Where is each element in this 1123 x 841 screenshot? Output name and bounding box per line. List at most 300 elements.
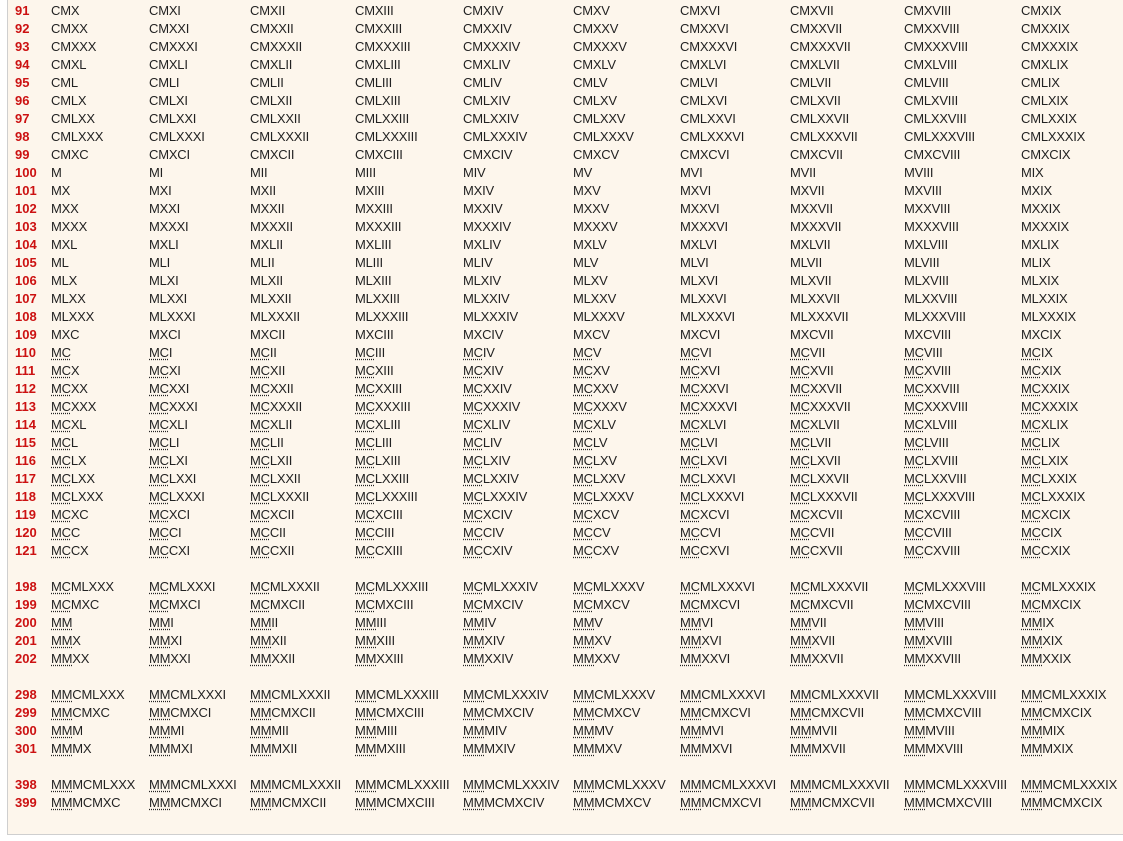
roman-numeral-cell (250, 722, 289, 740)
numeral-rest: XLI (168, 417, 188, 432)
roman-numeral-cell: CMLXXIII (355, 111, 410, 126)
roman-numeral-cell: CMXXXVIII (904, 39, 968, 54)
roman-numeral-cell: MLXX (51, 291, 86, 306)
underlined-prefix: MC (149, 525, 169, 540)
underlined-prefix: MM (790, 723, 812, 738)
underlined-prefix: MC (149, 579, 169, 594)
underlined-prefix: MM (573, 687, 595, 702)
roman-numeral-cell: MLXXV (573, 291, 617, 306)
underlined-prefix: MC (355, 489, 375, 504)
numeral-rest: MII (271, 723, 289, 738)
numeral-rest: XXXVI (699, 399, 738, 414)
roman-numeral-cell (790, 344, 825, 362)
roman-numeral-cell: CMXVII (790, 3, 834, 18)
underlined-prefix: MC (790, 381, 810, 396)
underlined-prefix: MC (573, 507, 593, 522)
row-number: 120 (15, 525, 37, 540)
roman-numeral-cell: MLV (573, 255, 599, 270)
underlined-prefix: MC (573, 363, 593, 378)
numeral-rest: CMXCII (271, 705, 316, 720)
numeral-rest: MCMLXXXVI (701, 777, 777, 792)
numeral-rest: MXCII (269, 597, 305, 612)
numeral-rest: XI (168, 363, 181, 378)
roman-numeral-cell: CMLXX (51, 111, 95, 126)
numeral-rest: LXXIX (1040, 471, 1077, 486)
roman-numeral-cell: MVII (790, 165, 816, 180)
underlined-prefix: MM (149, 723, 171, 738)
roman-numeral-cell: MXCVI (680, 327, 721, 342)
roman-numeral-cell (1021, 686, 1106, 704)
numeral-rest: LXXII (269, 471, 301, 486)
numeral-rest: MXIV (484, 741, 516, 756)
numeral-rest: XVIII (923, 363, 952, 378)
underlined-prefix: MM (149, 705, 171, 720)
roman-numeral-cell (904, 434, 949, 452)
roman-numeral-cell (790, 488, 858, 506)
underlined-prefix: MC (149, 399, 169, 414)
numeral-rest: MCMLXXX (72, 777, 136, 792)
roman-numeral-cell: MLXXVII (790, 291, 840, 306)
numeral-rest: V (594, 615, 603, 630)
roman-numeral-cell (1021, 452, 1068, 470)
underlined-prefix: MM (355, 723, 377, 738)
numeral-rest: X (72, 633, 81, 648)
roman-numeral-cell (1021, 434, 1060, 452)
roman-numeral-cell (790, 632, 835, 650)
underlined-prefix: MC (149, 381, 169, 396)
underlined-prefix: MC (355, 543, 375, 558)
row-number: 113 (15, 399, 36, 414)
roman-numeral-cell: MXXXII (250, 219, 293, 234)
roman-numeral-cell: MLXXX (51, 309, 95, 324)
underlined-prefix: MC (463, 417, 483, 432)
numeral-rest: LIII (374, 435, 393, 450)
underlined-prefix: MC (250, 453, 270, 468)
numeral-rest: LXXXVII (809, 489, 858, 504)
numeral-rest: LXXIV (482, 471, 519, 486)
roman-numeral-cell (904, 722, 955, 740)
roman-numeral-cell (149, 470, 196, 488)
underlined-prefix: MM (680, 795, 702, 810)
roman-numeral-cell: CMLXXXII (250, 129, 310, 144)
numeral-rest: MIII (376, 723, 398, 738)
roman-numeral-cell: CMXI (149, 3, 181, 18)
roman-numeral-cell: MX (51, 183, 71, 198)
underlined-prefix: MC (51, 507, 71, 522)
numeral-rest: XXXVII (809, 399, 851, 414)
roman-numeral-cell: CMLXXVII (790, 111, 850, 126)
numeral-rest: MCMLXXXVII (811, 777, 890, 792)
numeral-rest: LXI (168, 453, 188, 468)
row-number: 119 (15, 507, 36, 522)
underlined-prefix: MC (904, 417, 924, 432)
roman-numeral-cell (51, 704, 110, 722)
numeral-rest: MCMXCIV (484, 795, 545, 810)
roman-numeral-cell: M (51, 165, 62, 180)
underlined-prefix: MM (463, 651, 485, 666)
roman-numeral-cell (463, 704, 534, 722)
underlined-prefix: MC (680, 471, 700, 486)
roman-numeral-cell: MLXIX (1021, 273, 1060, 288)
underlined-prefix: MC (51, 417, 71, 432)
underlined-prefix: MC (904, 381, 924, 396)
roman-numeral-cell: CMXIV (463, 3, 504, 18)
roman-numeral-cell (573, 470, 625, 488)
numeral-rest: I (170, 615, 174, 630)
roman-numeral-cell: CMXIII (355, 3, 394, 18)
numeral-rest: MXVIII (925, 741, 964, 756)
roman-numeral-cell (250, 398, 302, 416)
roman-numeral-cell (51, 686, 125, 704)
underlined-prefix: MC (680, 399, 700, 414)
underlined-prefix: MM (573, 633, 595, 648)
roman-numeral-cell: MIX (1021, 165, 1044, 180)
roman-numeral-cell: CMLXXI (149, 111, 197, 126)
roman-numeral-cell (51, 344, 71, 362)
numeral-rest: MCMXCII (271, 795, 327, 810)
row-number: 108 (15, 309, 37, 324)
numeral-rest: LXXXI (168, 489, 205, 504)
row-number: 198 (15, 579, 37, 594)
row-number: 115 (15, 435, 36, 450)
underlined-prefix: MM (355, 741, 377, 756)
roman-numeral-cell (463, 614, 496, 632)
roman-numeral-cell (573, 578, 644, 596)
roman-numeral-cell: CMXII (250, 3, 286, 18)
numeral-rest: MXIX (1042, 741, 1074, 756)
roman-numeral-cell: CMLXXVIII (904, 111, 967, 126)
underlined-prefix: MM (463, 615, 485, 630)
roman-numeral-cell: MV (573, 165, 593, 180)
underlined-prefix: MM (790, 741, 812, 756)
roman-numeral-cell: CMXXXIX (1021, 39, 1079, 54)
underlined-prefix: MC (680, 579, 700, 594)
roman-numeral-cell: MLXXXIV (463, 309, 518, 324)
numeral-rest: XCIX (1040, 507, 1071, 522)
numeral-rest: CXII (269, 543, 295, 558)
roman-numeral-cell: CMLXI (149, 93, 188, 108)
roman-numeral-cell: MXLVIII (904, 237, 948, 252)
row-number: 105 (15, 255, 37, 270)
numeral-rest: XXI (170, 651, 191, 666)
roman-numeral-cell: CMLXXII (250, 111, 301, 126)
numeral-rest: MLXXXIV (482, 579, 538, 594)
underlined-prefix: MM (573, 615, 595, 630)
roman-numeral-cell: MLIV (463, 255, 493, 270)
numeral-rest: X (70, 363, 80, 378)
underlined-prefix: MM (355, 615, 377, 630)
row-number: 99 (15, 147, 30, 162)
roman-numeral-cell: MII (250, 165, 268, 180)
numeral-rest: XLVIII (923, 417, 958, 432)
numeral-rest: LXVIII (923, 453, 959, 468)
roman-numeral-cell (1021, 398, 1078, 416)
numeral-rest: CMXCVIII (925, 705, 982, 720)
numeral-rest: LXII (269, 453, 293, 468)
numeral-rest: CIV (482, 525, 504, 540)
roman-numeral-cell (573, 542, 619, 560)
underlined-prefix: MM (1021, 795, 1043, 810)
roman-numeral-cell (355, 632, 395, 650)
underlined-prefix: MM (573, 741, 595, 756)
roman-numeral-cell: MLXXXI (149, 309, 196, 324)
numeral-rest: CMXCVI (701, 705, 751, 720)
roman-numeral-cell (680, 488, 744, 506)
underlined-prefix: MC (904, 579, 924, 594)
roman-numeral-cell: CML (51, 75, 78, 90)
roman-numeral-cell: CMLXII (250, 93, 293, 108)
roman-numeral-cell (904, 470, 967, 488)
row-number: 91 (15, 3, 30, 18)
numeral-rest: XIV (484, 633, 505, 648)
numeral-rest: XXXIV (482, 399, 521, 414)
roman-numeral-cell (573, 344, 601, 362)
underlined-prefix: MC (790, 435, 810, 450)
roman-numeral-cell (1021, 776, 1117, 794)
row-number: 118 (15, 489, 36, 504)
underlined-prefix: MC (51, 399, 71, 414)
numeral-rest: LXXIII (374, 471, 410, 486)
roman-numeral-cell (904, 596, 971, 614)
roman-numeral-cell (573, 380, 618, 398)
roman-numeral-cell (680, 416, 726, 434)
roman-numeral-cell (355, 794, 435, 812)
underlined-prefix: MM (680, 741, 702, 756)
underlined-prefix: MC (573, 489, 593, 504)
roman-numeral-cell (149, 632, 182, 650)
roman-numeral-cell (355, 398, 410, 416)
numeral-rest: MCMLXXXIV (484, 777, 560, 792)
roman-numeral-cell (149, 578, 215, 596)
roman-numeral-cell (51, 380, 88, 398)
roman-numeral-cell: MLXXXVII (790, 309, 849, 324)
roman-numeral-cell (149, 344, 172, 362)
numeral-rest: CXV (592, 543, 619, 558)
underlined-prefix: MM (149, 687, 171, 702)
roman-numeral-cell: CMXXIV (463, 21, 512, 36)
numeral-rest: CX (70, 543, 89, 558)
underlined-prefix: MC (250, 345, 270, 360)
numeral-rest: CMXCIV (484, 705, 534, 720)
underlined-prefix: MC (463, 579, 483, 594)
roman-numeral-cell: MLXXII (250, 291, 292, 306)
numeral-rest: XVII (811, 633, 836, 648)
roman-numeral-cell (463, 506, 512, 524)
roman-numeral-cell: MXLIV (463, 237, 502, 252)
underlined-prefix: MC (573, 381, 593, 396)
roman-numeral-cell: CMLXXXIII (355, 129, 418, 144)
numeral-rest: LXXVII (809, 471, 850, 486)
roman-numeral-cell (680, 722, 724, 740)
numeral-rest: XVIII (925, 633, 953, 648)
numeral-rest: MCMLXXXIII (376, 777, 450, 792)
underlined-prefix: MM (149, 741, 171, 756)
numeral-rest: VIII (925, 615, 944, 630)
underlined-prefix: MM (250, 777, 272, 792)
row-number: 100 (15, 165, 37, 180)
underlined-prefix: MM (680, 705, 702, 720)
roman-numeral-cell: MLXXVIII (904, 291, 958, 306)
underlined-prefix: MM (463, 795, 485, 810)
underlined-prefix: MC (355, 435, 375, 450)
underlined-prefix: MC (790, 543, 810, 558)
numeral-rest: LXXVI (699, 471, 736, 486)
underlined-prefix: MC (680, 525, 700, 540)
numeral-rest: CI (168, 525, 182, 540)
numeral-rest: XXV (592, 381, 619, 396)
underlined-prefix: MM (790, 651, 812, 666)
underlined-prefix: MC (463, 597, 483, 612)
roman-numeral-cell: MXXXIX (1021, 219, 1069, 234)
roman-numeral-cell: MLVI (680, 255, 709, 270)
roman-numeral-cell (51, 506, 89, 524)
roman-numeral-cell: CMXC (51, 147, 89, 162)
row-number: 94 (15, 57, 30, 72)
underlined-prefix: MC (51, 435, 71, 450)
numeral-rest: CXVIII (923, 543, 961, 558)
roman-numeral-cell (355, 704, 424, 722)
roman-numeral-cell: MXXV (573, 201, 610, 216)
roman-numeral-cell: CMXXXIV (463, 39, 521, 54)
roman-numeral-cell (51, 416, 86, 434)
roman-numeral-cell (904, 452, 958, 470)
roman-numeral-cell (51, 398, 96, 416)
roman-numeral-cell: MXXIX (1021, 201, 1061, 216)
roman-numeral-cell: CMLXV (573, 93, 617, 108)
row-number: 299 (15, 705, 37, 720)
roman-numeral-cell (51, 632, 81, 650)
roman-numeral-cell: CMLXIX (1021, 93, 1069, 108)
numeral-rest: MCMLXXXV (594, 777, 666, 792)
roman-numeral-cell (904, 794, 992, 812)
underlined-prefix: MC (680, 543, 700, 558)
roman-numeral-cell: MLXXXIX (1021, 309, 1076, 324)
numeral-rest: CII (269, 525, 286, 540)
numeral-rest: XIII (376, 633, 395, 648)
numeral-rest: LXXI (168, 471, 197, 486)
roman-numeral-cell: CMLVI (680, 75, 718, 90)
roman-numeral-cell (790, 704, 864, 722)
numeral-rest: MCMXCV (594, 795, 651, 810)
numeral-rest: MLXXXII (269, 579, 320, 594)
roman-numeral-cell: CMXCII (250, 147, 295, 162)
roman-numeral-cell: CMXXXIII (355, 39, 411, 54)
underlined-prefix: MM (355, 687, 377, 702)
underlined-prefix: MM (904, 705, 926, 720)
underlined-prefix: MC (51, 489, 71, 504)
underlined-prefix: MM (790, 795, 812, 810)
roman-numeral-cell: CMXLII (250, 57, 293, 72)
roman-numeral-cell (1021, 614, 1054, 632)
underlined-prefix: MC (904, 597, 924, 612)
roman-numeral-cell: MXXXV (573, 219, 618, 234)
underlined-prefix: MM (463, 687, 485, 702)
numeral-rest: XXII (269, 381, 294, 396)
row-number: 298 (15, 687, 37, 702)
numeral-rest: MXII (271, 741, 298, 756)
numeral-rest: XCIV (482, 507, 513, 522)
underlined-prefix: MM (904, 741, 926, 756)
numeral-rest: XXVIII (925, 651, 961, 666)
roman-numeral-cell: CMLVII (790, 75, 832, 90)
roman-numeral-cell (463, 470, 519, 488)
underlined-prefix: MM (149, 651, 171, 666)
numeral-rest: MXCVI (699, 597, 740, 612)
roman-numeral-cell (463, 416, 510, 434)
roman-numeral-cell (51, 452, 86, 470)
numeral-rest: MIX (1042, 723, 1065, 738)
numeral-rest: CMXCVII (811, 705, 865, 720)
roman-numeral-cell (790, 722, 837, 740)
roman-numeral-cell: CMXXIX (1021, 21, 1070, 36)
roman-numeral-cell: MLIX (1021, 255, 1051, 270)
roman-numeral-cell (355, 686, 439, 704)
numeral-rest: LXXXII (269, 489, 310, 504)
roman-numeral-cell (463, 344, 495, 362)
numeral-rest: MXCIII (374, 597, 414, 612)
underlined-prefix: MC (680, 435, 700, 450)
roman-numeral-cell (790, 452, 841, 470)
underlined-prefix: MM (51, 741, 73, 756)
numeral-rest: VIII (923, 345, 943, 360)
underlined-prefix: MC (790, 597, 810, 612)
underlined-prefix: MC (573, 597, 593, 612)
numeral-rest: XXIX (1042, 651, 1072, 666)
roman-numeral-cell (355, 470, 409, 488)
numeral-rest: LI (168, 435, 180, 450)
roman-numeral-cell (355, 452, 401, 470)
roman-numeral-cell (790, 470, 849, 488)
roman-numeral-cell: MLXV (573, 273, 608, 288)
roman-numeral-cell (463, 578, 538, 596)
numeral-rest: LXXX (70, 489, 104, 504)
roman-numeral-cell (250, 506, 294, 524)
row-number: 102 (15, 201, 37, 216)
numeral-rest: CMXCIX (1042, 705, 1092, 720)
roman-numeral-cell: MXLII (250, 237, 283, 252)
underlined-prefix: MC (463, 381, 483, 396)
roman-numeral-cell (149, 398, 198, 416)
underlined-prefix: MC (904, 435, 924, 450)
underlined-prefix: MC (1021, 507, 1041, 522)
row-number: 112 (15, 381, 36, 396)
underlined-prefix: MC (149, 543, 169, 558)
numeral-rest: III (376, 615, 387, 630)
roman-numeral-cell (1021, 722, 1065, 740)
roman-numeral-cell (904, 416, 957, 434)
numeral-rest: MLXXXVIII (923, 579, 986, 594)
numeral-rest: CMLXXXV (594, 687, 655, 702)
roman-numeral-cell: MXLV (573, 237, 607, 252)
row-number: 202 (15, 651, 37, 666)
underlined-prefix: MC (904, 363, 924, 378)
roman-numeral-cell: CMXCIII (355, 147, 403, 162)
numeral-rest: XIX (1042, 633, 1063, 648)
underlined-prefix: MC (51, 597, 71, 612)
roman-numeral-cell (250, 632, 287, 650)
roman-numeral-cell (573, 452, 617, 470)
underlined-prefix: MC (51, 579, 71, 594)
roman-numeral-cell (790, 740, 846, 758)
roman-numeral-cell: MLXXVI (680, 291, 727, 306)
numeral-rest: MVII (811, 723, 838, 738)
numeral-rest: IX (1040, 345, 1053, 360)
roman-numeral-cell (51, 794, 120, 812)
numeral-rest: MXC (70, 597, 100, 612)
roman-numeral-cell: CMLIII (355, 75, 393, 90)
roman-numeral-cell (463, 794, 544, 812)
underlined-prefix: MM (1021, 633, 1043, 648)
